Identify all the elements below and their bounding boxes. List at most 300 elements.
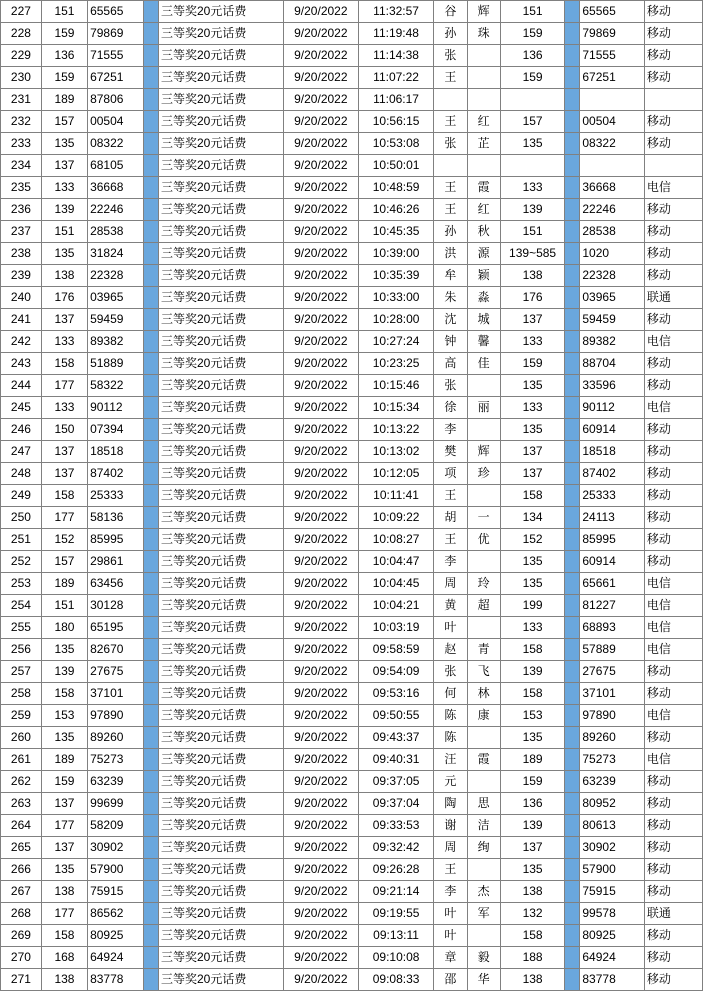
cell-sur[interactable]: 陈 [434,705,467,727]
selection-band-left[interactable] [143,111,158,133]
cell-time[interactable]: 09:37:04 [358,793,433,815]
cell-amt[interactable]: 132 [500,903,565,925]
selection-band-right[interactable] [565,925,580,947]
selection-band-left[interactable] [143,221,158,243]
cell-giv[interactable]: 玲 [467,573,500,595]
cell-giv[interactable] [467,727,500,749]
selection-band-left[interactable] [143,683,158,705]
table-row[interactable] [1,837,703,859]
cell-idx[interactable]: 227 [1,1,42,23]
selection-band-left[interactable] [143,617,158,639]
cell-giv[interactable]: 红 [467,199,500,221]
cell-time[interactable]: 09:21:14 [358,881,433,903]
selection-band-right[interactable] [565,683,580,705]
cell-amt[interactable]: 137 [500,441,565,463]
cell-time[interactable]: 10:15:46 [358,375,433,397]
cell-amt[interactable]: 134 [500,507,565,529]
cell-pre[interactable]: 158 [41,485,87,507]
selection-band-left[interactable] [143,419,158,441]
cell-amt[interactable]: 135 [500,375,565,397]
table-row[interactable] [1,221,703,243]
cell-car[interactable]: 电信 [644,331,702,353]
cell-amt[interactable]: 159 [500,353,565,375]
cell-car[interactable] [644,89,702,111]
cell-time[interactable]: 10:15:34 [358,397,433,419]
cell-num[interactable]: 65195 [88,617,144,639]
cell-idx[interactable]: 270 [1,947,42,969]
cell-date[interactable]: 9/20/2022 [283,133,358,155]
cell-giv[interactable]: 思 [467,793,500,815]
cell-giv[interactable]: 珠 [467,23,500,45]
table-row[interactable] [1,243,703,265]
cell-num2[interactable]: 89382 [580,331,645,353]
cell-time[interactable]: 09:13:11 [358,925,433,947]
cell-num[interactable]: 63456 [88,573,144,595]
cell-num2[interactable]: 27675 [580,661,645,683]
cell-pre[interactable]: 177 [41,903,87,925]
cell-pre[interactable]: 176 [41,287,87,309]
cell-date[interactable]: 9/20/2022 [283,859,358,881]
cell-num2[interactable] [580,155,645,177]
cell-prize[interactable]: 三等奖20元话费 [159,375,284,397]
cell-num[interactable]: 99699 [88,793,144,815]
cell-num2[interactable]: 25333 [580,485,645,507]
cell-idx[interactable]: 268 [1,903,42,925]
cell-prize[interactable]: 三等奖20元话费 [159,463,284,485]
cell-car[interactable]: 移动 [644,683,702,705]
cell-giv[interactable]: 城 [467,309,500,331]
cell-num2[interactable]: 83778 [580,969,645,991]
selection-band-right[interactable] [565,1,580,23]
cell-num2[interactable]: 65661 [580,573,645,595]
cell-giv[interactable] [467,771,500,793]
cell-giv[interactable] [467,375,500,397]
table-row[interactable] [1,287,703,309]
cell-date[interactable]: 9/20/2022 [283,639,358,661]
cell-sur[interactable]: 项 [434,463,467,485]
cell-sur[interactable]: 孙 [434,23,467,45]
cell-num2[interactable]: 71555 [580,45,645,67]
cell-prize[interactable]: 三等奖20元话费 [159,1,284,23]
selection-band-left[interactable] [143,485,158,507]
cell-giv[interactable] [467,45,500,67]
cell-sur[interactable]: 汪 [434,749,467,771]
cell-car[interactable]: 电信 [644,639,702,661]
cell-giv[interactable]: 超 [467,595,500,617]
cell-sur[interactable]: 王 [434,859,467,881]
cell-car[interactable]: 移动 [644,925,702,947]
cell-date[interactable]: 9/20/2022 [283,419,358,441]
cell-sur[interactable]: 沈 [434,309,467,331]
cell-prize[interactable]: 三等奖20元话费 [159,617,284,639]
cell-prize[interactable]: 三等奖20元话费 [159,265,284,287]
table-row[interactable] [1,397,703,419]
cell-amt[interactable]: 136 [500,45,565,67]
cell-pre[interactable]: 133 [41,397,87,419]
cell-pre[interactable]: 137 [41,793,87,815]
cell-prize[interactable]: 三等奖20元话费 [159,419,284,441]
cell-idx[interactable]: 248 [1,463,42,485]
selection-band-left[interactable] [143,23,158,45]
cell-num2[interactable]: 87402 [580,463,645,485]
cell-sur[interactable]: 何 [434,683,467,705]
cell-time[interactable]: 10:04:47 [358,551,433,573]
cell-car[interactable]: 联通 [644,903,702,925]
cell-date[interactable]: 9/20/2022 [283,727,358,749]
cell-time[interactable]: 10:48:59 [358,177,433,199]
cell-sur[interactable]: 胡 [434,507,467,529]
selection-band-right[interactable] [565,463,580,485]
cell-idx[interactable]: 241 [1,309,42,331]
cell-num[interactable]: 58136 [88,507,144,529]
selection-band-right[interactable] [565,89,580,111]
cell-pre[interactable]: 137 [41,309,87,331]
selection-band-left[interactable] [143,925,158,947]
cell-pre[interactable]: 135 [41,133,87,155]
selection-band-right[interactable] [565,133,580,155]
cell-pre[interactable]: 133 [41,331,87,353]
cell-num[interactable]: 28538 [88,221,144,243]
cell-date[interactable]: 9/20/2022 [283,661,358,683]
cell-sur[interactable]: 陶 [434,793,467,815]
cell-giv[interactable]: 霞 [467,177,500,199]
cell-time[interactable]: 09:58:59 [358,639,433,661]
cell-time[interactable]: 10:04:21 [358,595,433,617]
cell-prize[interactable]: 三等奖20元话费 [159,67,284,89]
cell-date[interactable]: 9/20/2022 [283,749,358,771]
cell-car[interactable]: 移动 [644,199,702,221]
selection-band-right[interactable] [565,375,580,397]
cell-idx[interactable]: 231 [1,89,42,111]
selection-band-right[interactable] [565,573,580,595]
cell-date[interactable]: 9/20/2022 [283,705,358,727]
selection-band-right[interactable] [565,177,580,199]
selection-band-left[interactable] [143,749,158,771]
selection-band-right[interactable] [565,199,580,221]
cell-num[interactable]: 25333 [88,485,144,507]
cell-car[interactable]: 移动 [644,485,702,507]
cell-amt[interactable]: 158 [500,925,565,947]
table-row[interactable] [1,89,703,111]
cell-car[interactable]: 移动 [644,1,702,23]
cell-giv[interactable]: 绚 [467,837,500,859]
cell-pre[interactable]: 151 [41,221,87,243]
cell-car[interactable]: 联通 [644,287,702,309]
cell-amt[interactable] [500,89,565,111]
cell-num2[interactable]: 18518 [580,441,645,463]
cell-date[interactable]: 9/20/2022 [283,67,358,89]
cell-date[interactable]: 9/20/2022 [283,353,358,375]
cell-sur[interactable]: 周 [434,573,467,595]
table-row[interactable] [1,133,703,155]
cell-num2[interactable]: 60914 [580,551,645,573]
selection-band-left[interactable] [143,331,158,353]
cell-sur[interactable]: 张 [434,375,467,397]
cell-idx[interactable]: 230 [1,67,42,89]
cell-giv[interactable] [467,925,500,947]
cell-car[interactable]: 移动 [644,441,702,463]
cell-idx[interactable]: 266 [1,859,42,881]
cell-car[interactable]: 电信 [644,397,702,419]
cell-amt[interactable]: 138 [500,265,565,287]
selection-band-right[interactable] [565,595,580,617]
cell-amt[interactable]: 158 [500,485,565,507]
cell-num2[interactable]: 37101 [580,683,645,705]
cell-num2[interactable]: 90112 [580,397,645,419]
cell-num[interactable]: 65565 [88,1,144,23]
cell-num[interactable]: 07394 [88,419,144,441]
selection-band-right[interactable] [565,881,580,903]
cell-date[interactable]: 9/20/2022 [283,309,358,331]
cell-prize[interactable]: 三等奖20元话费 [159,353,284,375]
cell-idx[interactable]: 247 [1,441,42,463]
cell-pre[interactable]: 137 [41,463,87,485]
cell-time[interactable]: 10:23:25 [358,353,433,375]
cell-num2[interactable]: 28538 [580,221,645,243]
cell-pre[interactable]: 139 [41,661,87,683]
table-row[interactable] [1,67,703,89]
cell-giv[interactable]: 康 [467,705,500,727]
cell-pre[interactable]: 137 [41,837,87,859]
cell-amt[interactable]: 135 [500,573,565,595]
selection-band-right[interactable] [565,529,580,551]
cell-time[interactable]: 10:09:22 [358,507,433,529]
selection-band-left[interactable] [143,595,158,617]
cell-pre[interactable]: 151 [41,1,87,23]
cell-sur[interactable]: 王 [434,67,467,89]
selection-band-left[interactable] [143,45,158,67]
cell-idx[interactable]: 271 [1,969,42,991]
cell-num[interactable]: 79869 [88,23,144,45]
cell-num[interactable]: 22328 [88,265,144,287]
cell-date[interactable]: 9/20/2022 [283,529,358,551]
cell-time[interactable]: 10:03:19 [358,617,433,639]
selection-band-left[interactable] [143,1,158,23]
cell-sur[interactable]: 叶 [434,617,467,639]
cell-date[interactable]: 9/20/2022 [283,111,358,133]
cell-num2[interactable]: 03965 [580,287,645,309]
cell-amt[interactable]: 157 [500,111,565,133]
cell-num[interactable]: 86562 [88,903,144,925]
cell-prize[interactable]: 三等奖20元话费 [159,89,284,111]
cell-num2[interactable]: 22246 [580,199,645,221]
cell-sur[interactable]: 王 [434,111,467,133]
cell-amt[interactable]: 139 [500,661,565,683]
cell-giv[interactable]: 馨 [467,331,500,353]
table-row[interactable] [1,793,703,815]
cell-date[interactable]: 9/20/2022 [283,23,358,45]
cell-pre[interactable]: 189 [41,573,87,595]
cell-giv[interactable]: 芷 [467,133,500,155]
cell-idx[interactable]: 251 [1,529,42,551]
selection-band-left[interactable] [143,881,158,903]
cell-amt[interactable]: 138 [500,969,565,991]
selection-band-left[interactable] [143,529,158,551]
cell-pre[interactable]: 168 [41,947,87,969]
cell-date[interactable]: 9/20/2022 [283,881,358,903]
cell-amt[interactable]: 139 [500,815,565,837]
selection-band-left[interactable] [143,67,158,89]
table-row[interactable] [1,815,703,837]
cell-num2[interactable]: 33596 [580,375,645,397]
cell-num2[interactable]: 99578 [580,903,645,925]
cell-idx[interactable]: 250 [1,507,42,529]
cell-date[interactable]: 9/20/2022 [283,89,358,111]
cell-num[interactable]: 27675 [88,661,144,683]
cell-sur[interactable]: 牟 [434,265,467,287]
table-row[interactable] [1,353,703,375]
cell-prize[interactable]: 三等奖20元话费 [159,155,284,177]
cell-giv[interactable]: 辉 [467,441,500,463]
cell-prize[interactable]: 三等奖20元话费 [159,837,284,859]
cell-idx[interactable]: 240 [1,287,42,309]
selection-band-left[interactable] [143,397,158,419]
cell-idx[interactable]: 267 [1,881,42,903]
cell-time[interactable]: 09:40:31 [358,749,433,771]
cell-time[interactable]: 10:46:26 [358,199,433,221]
cell-giv[interactable] [467,551,500,573]
cell-idx[interactable]: 229 [1,45,42,67]
cell-sur[interactable]: 赵 [434,639,467,661]
cell-car[interactable]: 移动 [644,969,702,991]
cell-idx[interactable]: 260 [1,727,42,749]
cell-num[interactable]: 63239 [88,771,144,793]
cell-num[interactable]: 90112 [88,397,144,419]
cell-pre[interactable]: 133 [41,177,87,199]
cell-idx[interactable]: 269 [1,925,42,947]
cell-amt[interactable]: 135 [500,551,565,573]
cell-sur[interactable]: 王 [434,177,467,199]
cell-sur[interactable]: 李 [434,419,467,441]
selection-band-right[interactable] [565,947,580,969]
cell-prize[interactable]: 三等奖20元话费 [159,705,284,727]
cell-num2[interactable]: 24113 [580,507,645,529]
cell-giv[interactable]: 洁 [467,815,500,837]
cell-sur[interactable]: 钟 [434,331,467,353]
cell-sur[interactable]: 高 [434,353,467,375]
selection-band-left[interactable] [143,441,158,463]
cell-sur[interactable]: 徐 [434,397,467,419]
cell-prize[interactable]: 三等奖20元话费 [159,199,284,221]
cell-num2[interactable]: 36668 [580,177,645,199]
cell-car[interactable]: 移动 [644,67,702,89]
cell-num[interactable]: 00504 [88,111,144,133]
selection-band-left[interactable] [143,793,158,815]
cell-idx[interactable]: 255 [1,617,42,639]
cell-sur[interactable]: 樊 [434,441,467,463]
cell-pre[interactable]: 158 [41,683,87,705]
cell-giv[interactable]: 林 [467,683,500,705]
cell-num2[interactable]: 75273 [580,749,645,771]
cell-giv[interactable] [467,155,500,177]
table-row[interactable] [1,859,703,881]
cell-giv[interactable]: 一 [467,507,500,529]
cell-date[interactable]: 9/20/2022 [283,155,358,177]
cell-sur[interactable]: 谷 [434,1,467,23]
selection-band-left[interactable] [143,727,158,749]
cell-num2[interactable]: 80952 [580,793,645,815]
cell-car[interactable]: 移动 [644,529,702,551]
cell-num[interactable]: 31824 [88,243,144,265]
cell-amt[interactable]: 133 [500,617,565,639]
cell-car[interactable]: 移动 [644,463,702,485]
cell-num2[interactable]: 85995 [580,529,645,551]
cell-prize[interactable]: 三等奖20元话费 [159,639,284,661]
cell-idx[interactable]: 237 [1,221,42,243]
cell-num[interactable]: 64924 [88,947,144,969]
cell-idx[interactable]: 238 [1,243,42,265]
selection-band-right[interactable] [565,353,580,375]
cell-giv[interactable] [467,859,500,881]
cell-num[interactable]: 22246 [88,199,144,221]
cell-pre[interactable]: 153 [41,705,87,727]
cell-idx[interactable]: 258 [1,683,42,705]
table-row[interactable] [1,617,703,639]
cell-car[interactable]: 移动 [644,947,702,969]
table-row[interactable] [1,661,703,683]
cell-pre[interactable]: 158 [41,925,87,947]
cell-prize[interactable]: 三等奖20元话费 [159,133,284,155]
cell-time[interactable]: 10:39:00 [358,243,433,265]
cell-amt[interactable]: 135 [500,859,565,881]
cell-time[interactable]: 09:32:42 [358,837,433,859]
cell-num2[interactable]: 57900 [580,859,645,881]
cell-sur[interactable]: 叶 [434,925,467,947]
cell-time[interactable]: 09:50:55 [358,705,433,727]
selection-band-left[interactable] [143,507,158,529]
cell-giv[interactable]: 飞 [467,661,500,683]
table-row[interactable] [1,23,703,45]
cell-time[interactable]: 10:27:24 [358,331,433,353]
cell-giv[interactable] [467,89,500,111]
selection-band-right[interactable] [565,265,580,287]
cell-idx[interactable]: 244 [1,375,42,397]
cell-pre[interactable]: 138 [41,881,87,903]
cell-sur[interactable]: 王 [434,199,467,221]
selection-band-left[interactable] [143,133,158,155]
cell-sur[interactable]: 张 [434,133,467,155]
cell-time[interactable]: 10:13:22 [358,419,433,441]
cell-date[interactable]: 9/20/2022 [283,947,358,969]
cell-date[interactable]: 9/20/2022 [283,177,358,199]
cell-time[interactable]: 10:33:00 [358,287,433,309]
selection-band-left[interactable] [143,463,158,485]
cell-pre[interactable]: 158 [41,353,87,375]
selection-band-right[interactable] [565,441,580,463]
table-row[interactable] [1,947,703,969]
cell-giv[interactable]: 佳 [467,353,500,375]
cell-car[interactable]: 移动 [644,45,702,67]
cell-time[interactable]: 11:19:48 [358,23,433,45]
cell-car[interactable]: 电信 [644,617,702,639]
table-row[interactable] [1,309,703,331]
cell-prize[interactable]: 三等奖20元话费 [159,859,284,881]
cell-pre[interactable]: 151 [41,595,87,617]
cell-pre[interactable]: 157 [41,551,87,573]
table-row[interactable] [1,573,703,595]
cell-time[interactable]: 10:45:35 [358,221,433,243]
cell-amt[interactable]: 151 [500,221,565,243]
table-row[interactable] [1,507,703,529]
cell-prize[interactable]: 三等奖20元话费 [159,397,284,419]
cell-car[interactable]: 移动 [644,133,702,155]
cell-time[interactable]: 09:10:08 [358,947,433,969]
cell-sur[interactable]: 洪 [434,243,467,265]
cell-prize[interactable]: 三等奖20元话费 [159,683,284,705]
selection-band-right[interactable] [565,727,580,749]
selection-band-right[interactable] [565,507,580,529]
cell-prize[interactable]: 三等奖20元话费 [159,661,284,683]
